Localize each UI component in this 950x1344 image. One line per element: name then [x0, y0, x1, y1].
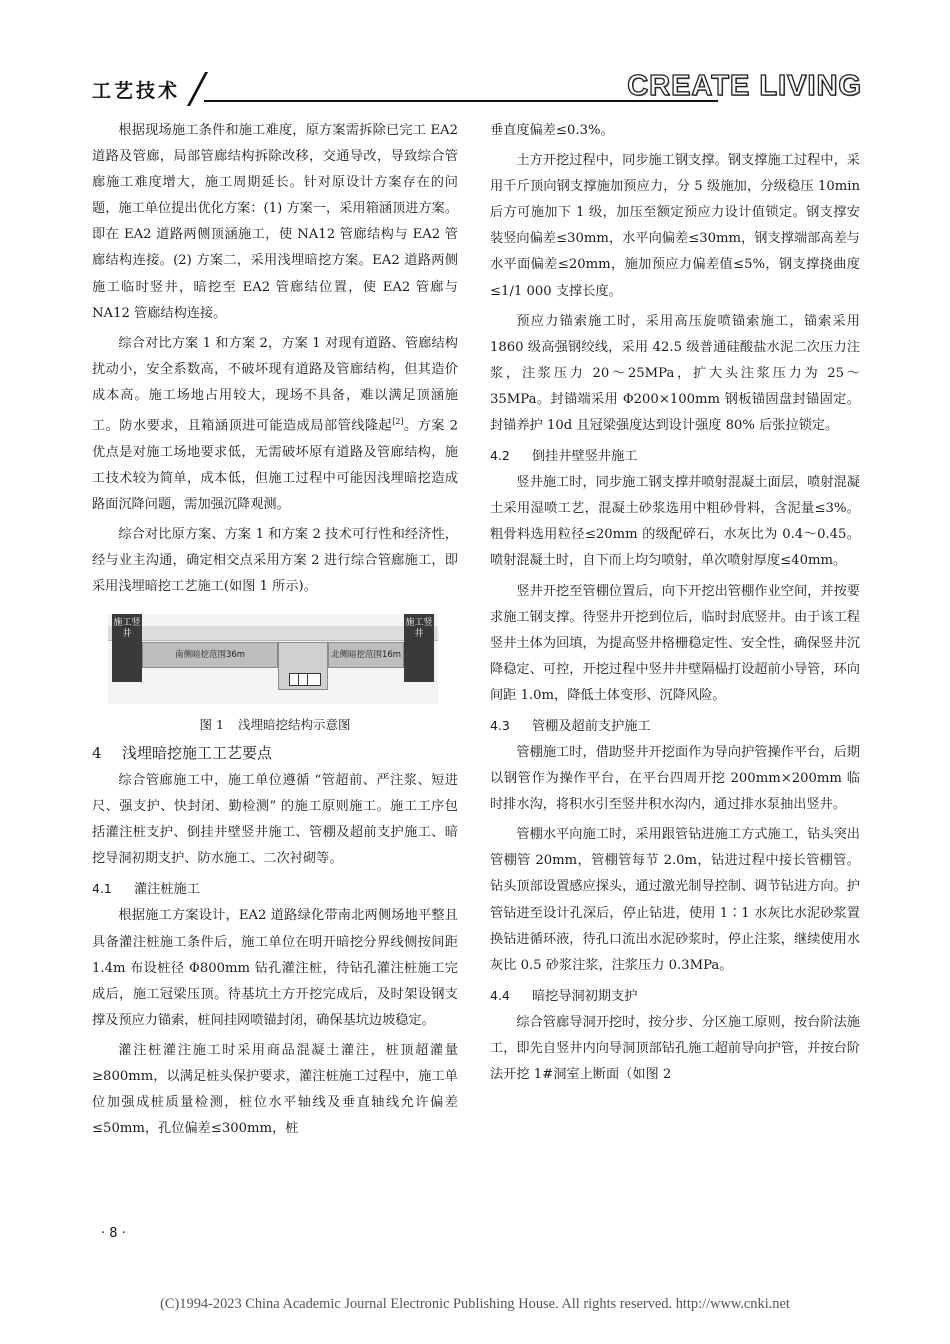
- paragraph-text: 综合对比方案 1 和方案 2，方案 1 对现有道路、管廊结构扰动小，安全系数高，不破坏现有道路及管廊结构，但其造价成本高。施工场地占用较大，现场不具备，难以满足顶涵施工。防水要求，且箱涵顶进可能造成局部管线隆起: [92, 335, 458, 434]
- section-title-text: 管棚及超前支护施工: [532, 718, 651, 734]
- paragraph: 根据施工方案设计，EA2 道路绿化带南北两侧场地平整且具备灌注桩施工条件后，施工单位在明开暗挖分界线侧按间距 1.4m 布设桩径 Φ800mm 钻孔灌注桩，待钻孔灌注桩施工完成后，施工冠梁压顶。待基坑土方开挖完成后，及时架设钢支撑及预应力锚索，桩间挂网喷锚封闭，确保基坑边坡稳定。: [92, 908, 458, 1028]
- paragraph: 综合管廊施工中，施工单位遵循 “管超前、严注浆、短进尺、强支护、快封闭、勤检测” 的施工原则施工。施工工序包括灌注桩支护、倒挂井壁竖井施工、管棚及超前支护施工、暗挖导洞初期支护、防水施工、二次衬砌等。: [92, 773, 458, 867]
- figure-caption: [92, 714, 458, 736]
- section-title-text: 暗挖导洞初期支护: [532, 988, 638, 1004]
- section-title-text: 倒挂井壁竖井施工: [532, 449, 638, 465]
- caption-number: 图 1: [199, 717, 224, 733]
- paragraph: [92, 331, 458, 518]
- paragraph: 管棚施工时，借助竖井开挖面作为导向护管操作平台，后期以钢管作为操作平台，在平台四周开挖 200mm×200mm 临时排水沟，将积水引至竖井积水沟内，通过排水泵抽出竖井。: [490, 744, 860, 813]
- south-excavation-range: 南侧暗挖范围36m: [142, 642, 278, 668]
- north-excavation-range: 北侧暗挖范围16m: [328, 642, 404, 668]
- road-surface: [108, 626, 438, 641]
- brand-logo: CREATE LIVING: [627, 70, 862, 102]
- section-title-text: 浅埋暗挖施工工艺要点: [122, 744, 273, 763]
- page-header: [92, 66, 862, 112]
- page-number: · 8 ·: [101, 1226, 126, 1241]
- subsection-heading: [490, 443, 860, 470]
- section-number: 4.2: [490, 448, 510, 464]
- paragraph: 垂直度偏差≤0.3%。: [490, 123, 614, 138]
- paragraph: 综合对比原方案、方案 1 和方案 2 技术可行性和经济性，经与业主沟通，确定相交点采用方案 2 进行综合管廊施工，即采用浅埋暗挖工艺施工(如图 1 所示)。: [92, 526, 458, 594]
- paragraph: 竖井开挖至管棚位置后，向下开挖出管棚作业空间，并按要求施工钢支撑。待竖井开挖到位后，临时封底竖井。由于该工程竖井土体为回填，为提高竖井格栅稳定性、安全性，确保竖井沉降稳定、可控，开挖过程中竖井井壁隔榀打设超前小导管，环向间距 1.0m，降低土体变形、沉降风险。: [490, 583, 860, 703]
- paragraph: 预应力锚索施工时，采用高压旋喷锚索施工，锚索采用 1860 级高强钢绞线，采用 42.5 级普通硅酸盐水泥二次压力注浆，注浆压力 20～25MPa，扩大头注浆压力为 25～35MPa。封锚端采用 Φ200×100mm 钢板锚固盘封锚固定。封锚养护 10d 且冠梁强度达到设计强度 80% 后张拉锁定。: [490, 313, 860, 434]
- section-number: 4.1: [92, 881, 112, 897]
- right-construction-shaft: 施工竖井: [404, 614, 434, 682]
- subsection-heading: [92, 876, 458, 903]
- tunnel-cell: [307, 673, 321, 686]
- utility-tunnel-section: [278, 642, 328, 690]
- right-column: [490, 118, 860, 1088]
- paragraph: 土方开挖过程中，同步施工钢支撑。钢支撑施工过程中，采用千斤顶向钢支撑施加预应力，分 5 级施加，分级稳压 10min 后方可施加下 1 级，加压至额定预应力设计值锁定。钢支撑安装竖向偏差≤30mm，水平向偏差≤30mm，钢支撑端部高差与水平面偏差≤20mm，施加预应力偏差值≤5%，钢支撑挠曲度≤1/1 000 支撑长度。: [490, 153, 860, 299]
- caption-text: 浅埋暗挖结构示意图: [237, 717, 351, 733]
- left-construction-shaft: 施工竖井: [112, 614, 142, 682]
- paragraph: 灌注桩灌注施工时采用商品混凝土灌注，桩顶超灌量≥800mm，以满足桩头保护要求，灌注桩施工过程中，施工单位加强成桩质量检测，桩位水平轴线及垂直轴线允许偏差≤50mm，孔位偏差≤300mm，桩: [92, 1042, 458, 1137]
- paragraph: 竖井施工时，同步施工钢支撑并喷射混凝土面层，喷射混凝土采用湿喷工艺，混凝土砂浆选用中粗砂骨料，含泥量≤3%。粗骨料选用粒径≤20mm 的级配碎石，水灰比为 0.4～0.45。喷射混凝土时，自下而上均匀喷射，单次喷射厚度≤40mm。: [490, 475, 860, 569]
- copyright-footer: (C)1994-2023 China Academic Journal Electronic Publishing House. All rights reserved. http://www.cnki.net: [160, 1296, 790, 1312]
- paragraph: 管棚水平向施工时，采用跟管钻进施工方式施工，钻头突出管棚管 20mm，管棚管每节 2.0m，钻进过程中接长管棚管。钻头顶部设置感应探头，通过激光制导控制、调节钻进方向。护管钻进至设计孔深后，停止钻进，使用 1∶1 水灰比水泥砂浆置换钻进循环液，待孔口流出水泥砂浆时，停止注浆，继续使用水灰比 0.5 砂浆注浆，注浆压力 0.3MPa。: [490, 827, 860, 973]
- paragraph-text: 。方案 2 优点是对施工场地要求低，无需破坏原有道路及管廊结构，施工技术较为简单，成本低，但施工过程中可能因浅埋暗挖造成路面沉降问题，需加强沉降观测。: [92, 418, 458, 512]
- subsection-heading: [490, 713, 860, 740]
- section-number: 4.4: [490, 987, 510, 1003]
- paragraph: 根据现场施工条件和施工难度，原方案需拆除已完工 EA2 道路及管廊，局部管廊结构拆除改移，交通导改，导致综合管廊施工难度增大，施工周期延长。针对原设计方案存在的问题，施工单位提出优化方案：(1) 方案一，采用箱涵顶进方案。即在 EA2 道路两侧顶涵施工，使 NA12 管廊结构与 EA2 管廊结构连接。(2) 方案二，采用浅埋暗挖方案。EA2 道路两侧施工临时竖井，暗挖至 EA2 管廊结位置，使 EA2 管廊与 NA12 管廊结构连接。: [92, 123, 458, 321]
- figure-1-diagram: [108, 614, 438, 704]
- section-number: 4.3: [490, 717, 510, 733]
- paragraph: 综合管廊导洞开挖时，按分步、分区施工原则，按台阶法施工，即先自竖井内向导洞顶部钻孔施工超前导向护管，并按台阶法开挖 1#洞室上断面（如图 2: [490, 1014, 860, 1082]
- section-title-text: 灌注桩施工: [134, 882, 200, 898]
- subsection-heading: [490, 983, 860, 1010]
- left-column: [92, 118, 458, 1142]
- section-heading: [92, 738, 458, 768]
- citation-ref: [2]: [392, 417, 404, 427]
- section-number: 4: [92, 744, 102, 763]
- section-title: 工艺技术: [92, 80, 181, 102]
